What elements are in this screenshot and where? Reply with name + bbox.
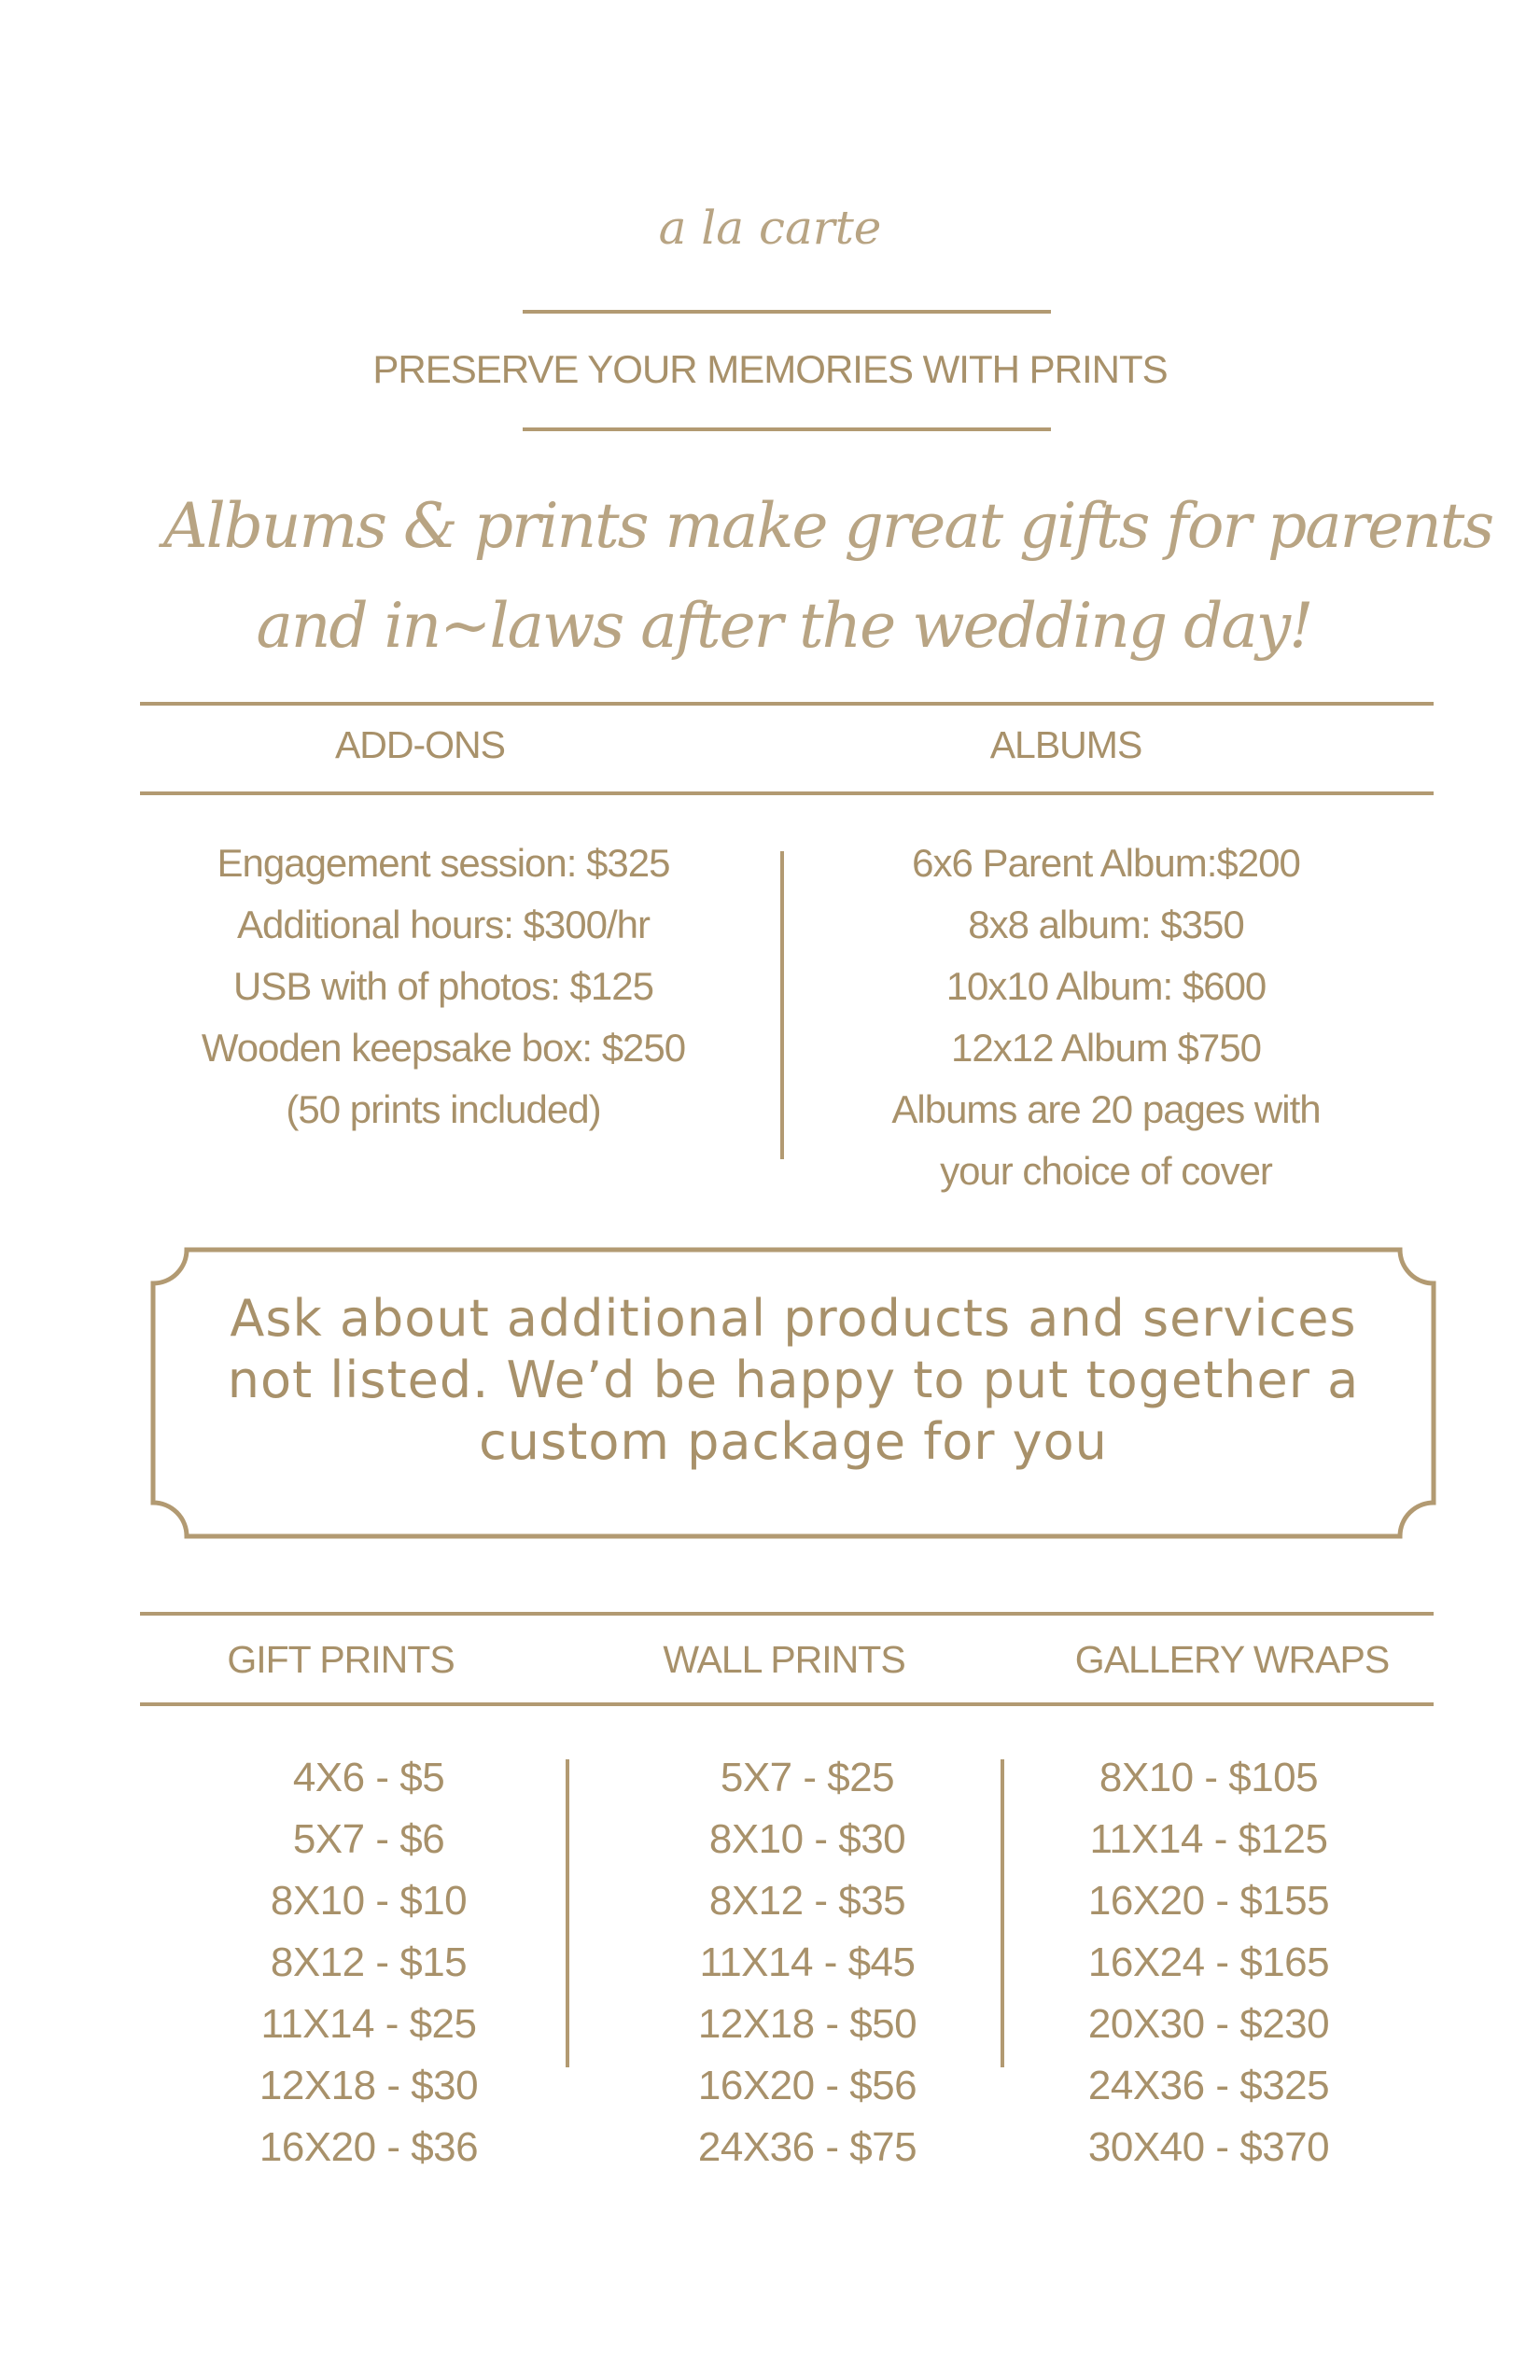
list-item: (50 prints included)	[286, 1087, 601, 1131]
section2-bottom-rule	[140, 1702, 1434, 1706]
list-item: USB with of photos: $125	[233, 964, 653, 1008]
price-item: 16X20 - $155	[1087, 1878, 1330, 1924]
price-item: 12X18 - $50	[697, 2001, 917, 2047]
albums-heading: ALBUMS	[989, 723, 1142, 766]
gallery-wraps-heading: GALLERY WRAPS	[1074, 1638, 1390, 1681]
price-item: 11X14 - $45	[699, 1939, 916, 1985]
gift-prints-list	[182, 1747, 555, 2178]
list-item: 12x12 Album $750	[951, 1026, 1261, 1070]
price-item: 20X30 - $230	[1087, 2001, 1330, 2047]
wall-prints-heading: WALL PRINTS	[663, 1638, 905, 1681]
price-item: 30X40 - $370	[1087, 2124, 1330, 2170]
wall-prints-list	[621, 1747, 994, 2178]
prints-divider-2	[1001, 1759, 1004, 2067]
notice-line-3: custom package for you	[479, 1412, 1108, 1471]
list-item: your choice of cover	[940, 1149, 1272, 1193]
price-item: 11X14 - $25	[260, 2001, 477, 2047]
price-item: 11X14 - $125	[1089, 1816, 1328, 1862]
albums-list	[821, 833, 1391, 1202]
prints-divider-1	[566, 1759, 569, 2067]
tagline-line-1: Albums & prints make great gifts for parents	[163, 490, 1493, 562]
gift-prints-heading: GIFT PRINTS	[227, 1638, 455, 1681]
script-title: a la carte	[658, 201, 882, 255]
price-item: 8X10 - $105	[1099, 1755, 1319, 1800]
list-item: Albums are 20 pages with	[891, 1087, 1321, 1131]
header-bottom-rule	[523, 427, 1051, 431]
notice-line-2: not listed. We’d be happy to put together a	[227, 1351, 1360, 1409]
tagline-line-2: and in~laws after the wedding day!	[256, 590, 1312, 662]
addons-heading: ADD-ONS	[334, 723, 506, 766]
list-item: Wooden keepsake box: $250	[201, 1026, 686, 1070]
price-item: 12X18 - $30	[259, 2063, 479, 2108]
header-top-rule	[523, 310, 1051, 314]
section1-top-rule	[140, 702, 1434, 706]
price-item: 8X12 - $35	[708, 1878, 906, 1924]
price-item: 8X10 - $10	[270, 1878, 468, 1924]
price-item: 24X36 - $325	[1087, 2063, 1330, 2108]
notice-line-1: Ask about additional products and services	[230, 1289, 1357, 1348]
list-item: Additional hours: $300/hr	[237, 903, 650, 946]
price-item: 16X24 - $165	[1087, 1939, 1330, 1985]
section1-divider	[780, 851, 784, 1159]
list-item: 8x8 album: $350	[968, 903, 1244, 946]
list-item: 10x10 Album: $600	[945, 964, 1267, 1008]
price-item: 16X20 - $36	[259, 2124, 479, 2170]
price-item: 8X10 - $30	[708, 1816, 906, 1862]
gallery-wraps-list	[1022, 1747, 1395, 2178]
section2-top-rule	[140, 1612, 1434, 1616]
price-item: 4X6 - $5	[292, 1755, 445, 1800]
page-subtitle: PRESERVE YOUR MEMORIES WITH PRINTS	[372, 347, 1168, 391]
list-item: 6x6 Parent Album:$200	[912, 841, 1300, 885]
price-item: 16X20 - $56	[697, 2063, 917, 2108]
price-item: 5X7 - $25	[720, 1755, 895, 1800]
addons-list	[140, 833, 747, 1141]
price-item: 5X7 - $6	[292, 1816, 445, 1862]
price-item: 8X12 - $15	[270, 1939, 468, 1985]
price-item: 24X36 - $75	[697, 2124, 917, 2170]
notice-text	[149, 1288, 1437, 1473]
list-item: Engagement session: $325	[217, 841, 670, 885]
section1-bottom-rule	[140, 791, 1434, 795]
